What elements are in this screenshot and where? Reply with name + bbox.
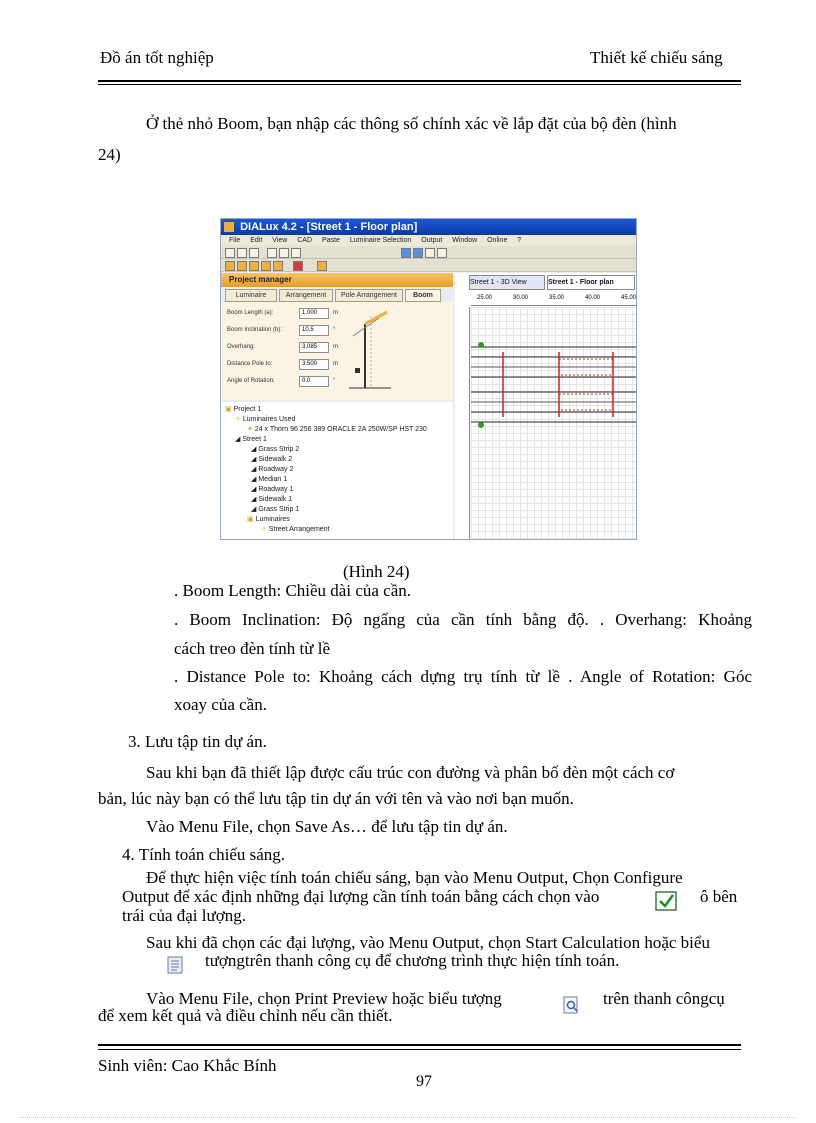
- boom-inclination-input[interactable]: 10.5: [299, 325, 329, 336]
- boom-inclination-unit: °: [333, 327, 336, 333]
- section-4-para-1d: trái của đại lượng.: [122, 906, 246, 925]
- pan-icon[interactable]: [437, 248, 447, 258]
- menu-online[interactable]: Online: [487, 237, 508, 244]
- field-label-distance-pole: Distance Pole to:: [227, 361, 273, 367]
- figure-caption: (Hình 24): [343, 562, 410, 581]
- folder-icon: ▣: [247, 516, 254, 523]
- menu-luminaire-selection[interactable]: Luminaire Selection: [349, 237, 412, 244]
- menu-file[interactable]: File: [229, 237, 241, 244]
- ruler-horizontal: [471, 293, 636, 306]
- section-4-para-1b: Output để xác định những đại lượng cần tính toán bằng cách chọn vào: [122, 887, 600, 906]
- copy-icon[interactable]: [291, 248, 301, 258]
- overhang-unit: m: [333, 344, 338, 350]
- header-right: Thiết kế chiếu sáng: [590, 48, 723, 67]
- header-rule-thin: [98, 84, 741, 85]
- view-3d-icon[interactable]: [401, 248, 411, 258]
- page-edge: [20, 1117, 796, 1118]
- tree-item[interactable]: ◢ Grass Strip 1: [251, 506, 300, 513]
- distance-pole-input[interactable]: 3.500: [299, 359, 329, 370]
- luminaire-icon: ✧: [235, 416, 241, 423]
- tree-item[interactable]: ✦ 24 x Thorn 96 256 389 ORACLE 2A 250W/SP HST 230: [247, 426, 427, 433]
- bullet-overhang-continued: cách treo đèn tính từ lề: [174, 639, 331, 658]
- menu-help[interactable]: ?: [517, 237, 522, 244]
- section-3-para-2: Vào Menu File, chọn Save As… để lưu tập tin dự án.: [146, 817, 508, 836]
- intro-line-2: 24): [98, 145, 121, 164]
- tab-boom[interactable]: Boom: [405, 289, 441, 302]
- dialux-title: DIALux 4.2 - [Street 1 - Floor plan]: [240, 221, 418, 233]
- tree-item[interactable]: ✧ Luminaires Used: [235, 416, 296, 423]
- menu-output[interactable]: Output: [421, 237, 443, 244]
- tab-luminaire[interactable]: Luminaire: [225, 289, 277, 302]
- checkbox-icon: [655, 891, 677, 911]
- arrangement-icon: ✧: [261, 526, 267, 533]
- guide-icon[interactable]: [273, 261, 283, 271]
- section-3-heading: 3. Lưu tập tin dự án.: [128, 732, 267, 751]
- calculation-icon: [165, 955, 185, 975]
- tree-item[interactable]: ◢ Roadway 1: [251, 486, 294, 493]
- floor-plan-drawing: [471, 307, 636, 539]
- floor-plan-view: [455, 273, 636, 539]
- menu-edit[interactable]: Edit: [250, 237, 263, 244]
- street-icon[interactable]: [225, 261, 235, 271]
- street-icon: ◢: [235, 436, 241, 443]
- tab-pole-arrangement[interactable]: Pole Arrangement: [335, 289, 403, 302]
- road-segment-icon: ◢: [251, 496, 257, 503]
- tab-arrangement[interactable]: Arrangement: [279, 289, 333, 302]
- field-label-boom-inclination: Boom Inclination (b):: [227, 327, 283, 333]
- ruler-label: 45.00: [621, 295, 637, 301]
- tree-item[interactable]: ▣ Luminaires: [247, 516, 290, 523]
- ruler-vertical: [455, 307, 470, 539]
- tree-item[interactable]: ◢ Roadway 2: [251, 466, 294, 473]
- menu-paste[interactable]: Paste: [321, 237, 340, 244]
- new-icon[interactable]: [225, 248, 235, 258]
- folder-icon: ▣: [225, 406, 232, 413]
- bullet-distance-pole: . Distance Pole to: Khoảng cách dựng trụ tính từ lề . Angle of Rotation: Góc: [174, 667, 752, 686]
- floor-plan-canvas[interactable]: [471, 307, 636, 539]
- section-4-para-2b: tượngtrên thanh công cụ để chương trình thực hiện tính toán.: [205, 951, 620, 970]
- ruler-label: 40.00: [585, 295, 601, 301]
- boom-length-input[interactable]: 1.000: [299, 308, 329, 319]
- road-segment-icon: ◢: [251, 486, 257, 493]
- ruler-label: 35.00: [549, 295, 565, 301]
- section-4-heading: 4. Tính toán chiếu sáng.: [122, 845, 286, 864]
- bullet-angle-rotation-continued: xoay của cần.: [174, 695, 267, 714]
- angle-rotation-input[interactable]: 0.0: [299, 376, 329, 387]
- section-4-para-1a: Để thực hiện việc tính toán chiếu sáng, bạn vào Menu Output, Chọn Configure: [146, 868, 683, 887]
- menu-window[interactable]: Window: [452, 237, 478, 244]
- header-rule: [98, 80, 741, 82]
- field-label-angle-rotation: Angle of Rotation:: [227, 378, 275, 384]
- road-segment-icon: ◢: [251, 476, 257, 483]
- bullet-boom-length: . Boom Length: Chiều dài của cần.: [174, 581, 411, 600]
- print-icon[interactable]: [267, 248, 277, 258]
- section-3-para-1b: bản, lúc này bạn có thể lưu tập tin dự án với tên và vào nơi bạn muốn.: [98, 789, 574, 808]
- footer-rule: [98, 1044, 741, 1046]
- print-preview-icon: [561, 995, 581, 1015]
- tree-item[interactable]: ✧ Street Arrangement: [261, 526, 330, 533]
- tree-item[interactable]: ◢ Street 1: [235, 436, 267, 443]
- tree-item[interactable]: ◢ Sidewalk 2: [251, 456, 293, 463]
- dialux-toolbar-2: [221, 259, 636, 272]
- boom-length-unit: m: [333, 310, 338, 316]
- project-tree: [221, 402, 453, 539]
- tree-item[interactable]: ◢ Median 1: [251, 476, 288, 483]
- page-number: 97: [416, 1073, 432, 1090]
- cut-icon[interactable]: [279, 248, 289, 258]
- lamp-icon: ✦: [247, 426, 253, 433]
- dialux-titlebar: [221, 219, 636, 235]
- road-segment-icon: ◢: [251, 446, 257, 453]
- menu-cad[interactable]: CAD: [297, 237, 313, 244]
- angle-rotation-unit: °: [333, 378, 336, 384]
- stop-icon[interactable]: [293, 261, 303, 271]
- boom-diagram: [345, 306, 395, 394]
- footer-student: Sinh viên: Cao Khắc Bính: [98, 1056, 277, 1075]
- distance-pole-unit: m: [333, 361, 338, 367]
- menu-view[interactable]: View: [272, 237, 288, 244]
- tab-3d-view[interactable]: Street 1 - 3D View: [469, 275, 545, 290]
- boom-form: [221, 302, 453, 400]
- ruler-label: 25.00: [477, 295, 493, 301]
- intro-line-1: Ở thẻ nhỏ Boom, bạn nhập các thông số chính xác về lắp đặt của bộ đèn (hình: [146, 114, 677, 133]
- section-4-para-3a: Vào Menu File, chọn Print Preview hoặc biểu tượng: [146, 989, 502, 1008]
- section-4-para-2a: Sau khi đã chọn các đại lượng, vào Menu Output, chọn Start Calculation hoặc biểu: [146, 933, 710, 952]
- section-4-para-3c: để xem kết quả và điều chỉnh nếu cần thiết.: [98, 1006, 393, 1025]
- road-segment-icon: ◢: [251, 466, 257, 473]
- output-icon[interactable]: [317, 261, 327, 271]
- luminaire-icon[interactable]: [237, 261, 247, 271]
- tree-item[interactable]: ◢ Sidewalk 1: [251, 496, 293, 503]
- save-icon[interactable]: [249, 248, 259, 258]
- footer-rule-thin: [98, 1049, 741, 1050]
- tab-floor-plan[interactable]: Street 1 - Floor plan: [547, 275, 635, 290]
- road-segment-icon: ◢: [251, 506, 257, 513]
- section-3-para-1a: Sau khi bạn đã thiết lập được cấu trúc con đường và phân bố đèn một cách cơ: [146, 763, 675, 782]
- field-label-boom-length: Boom Length (a):: [227, 310, 274, 316]
- section-4-para-3b: trên thanh côngcụ: [603, 989, 725, 1008]
- dialux-screenshot: [220, 218, 637, 540]
- field-label-overhang: Overhang:: [227, 344, 256, 350]
- open-icon[interactable]: [237, 248, 247, 258]
- tree-item[interactable]: ▣ Project 1: [225, 406, 262, 413]
- section-4-para-1c: ô bên: [700, 887, 738, 906]
- ruler-label: 30.00: [513, 295, 529, 301]
- arrangement-icon[interactable]: [249, 261, 259, 271]
- dialux-logo-icon: [224, 222, 234, 232]
- dialux-toolbar-1: [221, 246, 636, 259]
- bullet-boom-inclination: . Boom Inclination: Độ ngẩng của cần tính bằng độ. . Overhang: Khoảng: [174, 610, 752, 629]
- view-top-icon[interactable]: [413, 248, 423, 258]
- header-left: Đồ án tốt nghiệp: [100, 48, 214, 67]
- project-manager-header: [221, 273, 453, 287]
- dialux-menubar: [221, 235, 636, 246]
- calculation-area-icon[interactable]: [261, 261, 271, 271]
- project-manager-title: Project manager: [229, 275, 292, 284]
- overhang-input[interactable]: 3.085: [299, 342, 329, 353]
- zoom-icon[interactable]: [425, 248, 435, 258]
- boom-tabs: [221, 289, 453, 301]
- tree-item[interactable]: ◢ Grass Strip 2: [251, 446, 300, 453]
- road-segment-icon: ◢: [251, 456, 257, 463]
